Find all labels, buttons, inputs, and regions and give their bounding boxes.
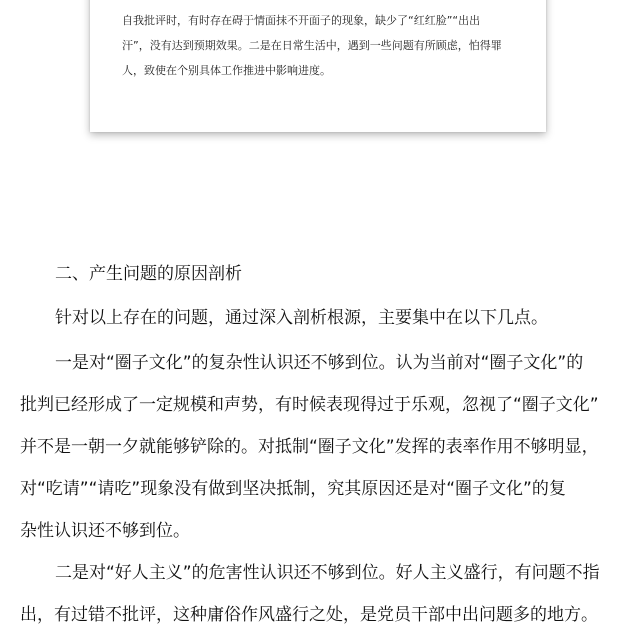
paragraph-line: 杂性认识还不够到位。	[20, 521, 190, 541]
paragraph-line: 二是对“好人主义”的危害性认识还不够到位。好人主义盛行，有问题不指	[55, 563, 600, 583]
paragraph-line: 批判已经形成了一定规模和声势，有时候表现得过于乐观，忽视了“圈子文化”	[20, 395, 599, 415]
paragraph-line: 对“吃请”“请吃”现象没有做到坚决抵制，究其原因还是对“圈子文化”的复	[20, 479, 566, 499]
paragraph-line: 一是对“圈子文化”的复杂性认识还不够到位。认为当前对“圈子文化”的	[55, 353, 584, 373]
paragraph-line: 并不是一朝一夕就能够铲除的。对抵制“圈子文化”发挥的表率作用不够明显，	[20, 437, 599, 457]
page-preview-text	[122, 8, 524, 83]
preview-text-line: 汗”，没有达到预期效果。二是在日常生活中，遇到一些问题有所顾虑，怕得罪	[122, 39, 502, 52]
preview-text-line: 自我批评时，有时存在碍于情面抹不开面子的现象，缺少了“红红脸”“出出	[122, 14, 481, 27]
document-page-preview	[90, 0, 546, 132]
paragraph-line: 出，有过错不批评，这种庸俗作风盛行之处，是党员干部中出问题多的地方。	[20, 605, 598, 625]
intro-paragraph: 针对以上存在的问题，通过深入剖析根源，主要集中在以下几点。	[55, 308, 548, 328]
preview-text-line: 人，致使在个别具体工作推进中影响进度。	[122, 64, 331, 77]
section-heading: 二、产生问题的原因剖析	[55, 264, 242, 284]
